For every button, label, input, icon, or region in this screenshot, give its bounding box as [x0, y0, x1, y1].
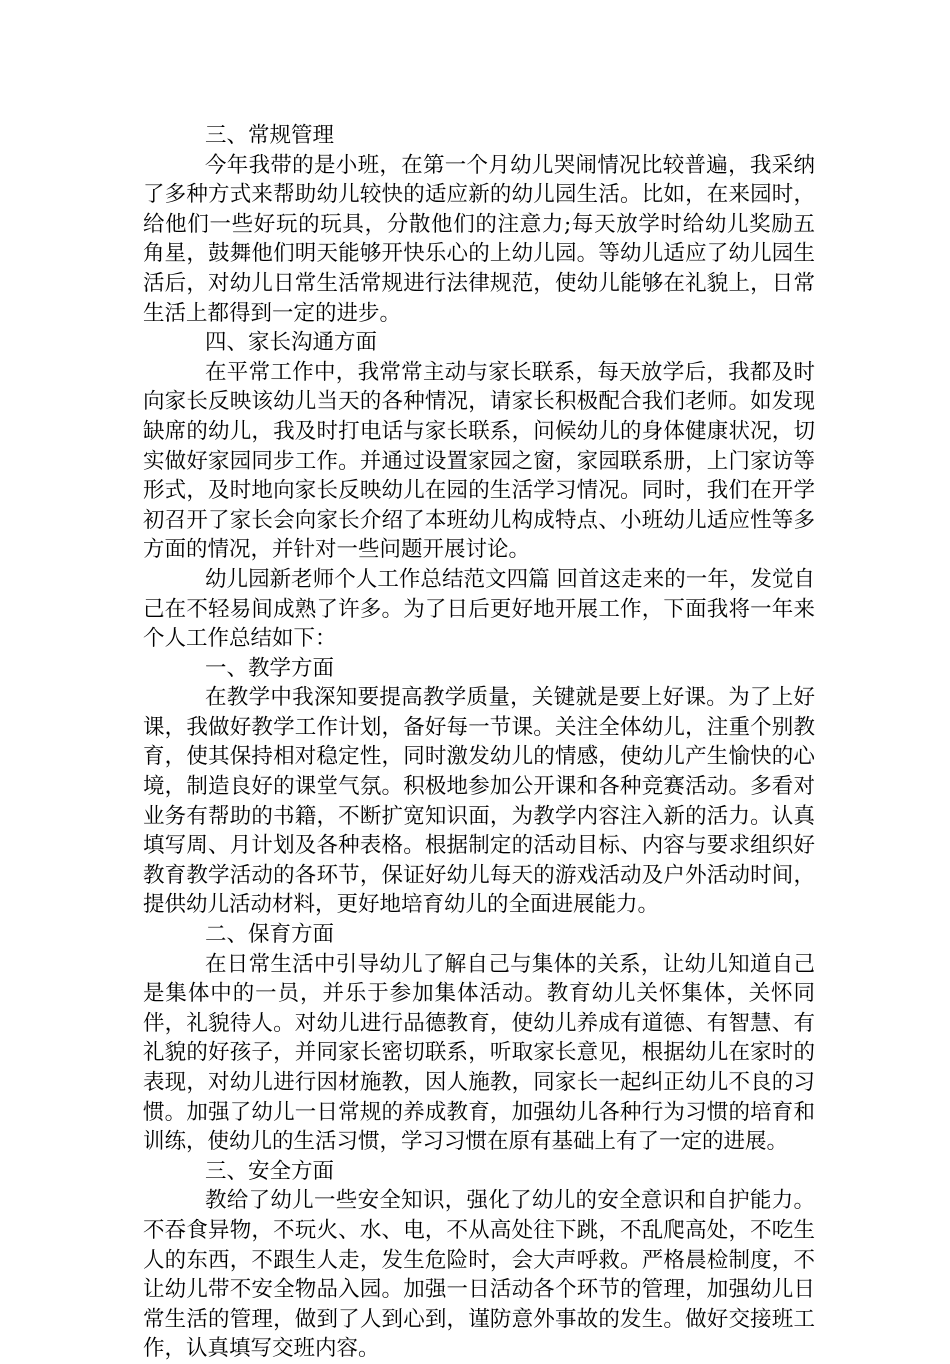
section-heading-routine-management: 三、常规管理	[205, 123, 335, 148]
section-heading-care: 二、保育方面	[205, 922, 335, 948]
section-heading-safety: 三、安全方面	[205, 1158, 335, 1184]
paragraph-teaching: 在教学中我深知要提高教学质量，关键就是要上好课。为了上好课，我做好教学工作计划，备好每一节课。关注全体幼儿，注重个别教育，使其保持相对稳定性，同时激发幼儿的情感，使幼儿产生愉快的心境，制造良好的课堂气氛。积极地参加公开课和各种竞赛活动。多看对业务有帮助的书籍，不断扩宽知识面，为教学内容注入新的活力。认真填写周、月计划及各种表格。根据制定的活动目标、内容与要求组织好教育教学活动的各环节，保证好幼儿每天的游戏活动及户外活动时间，提供幼儿活动材料，更好地培育幼儿的全面进展能力。	[143, 685, 815, 918]
document-body	[143, 121, 815, 1364]
section-heading-parent-communication: 四、家长沟通方面	[205, 330, 378, 356]
paragraph-summary-intro: 幼儿园新老师个人工作总结范文四篇 回首这走来的一年，发觉自己在不轻易间成熟了许多。为了日后更好地开展工作，下面我将一年来个人工作总结如下：	[143, 566, 815, 652]
paragraph-care: 在日常生活中引导幼儿了解自己与集体的关系，让幼儿知道自己是集体中的一员，并乐于参加集体活动。教育幼儿关怀集体，关怀同伴，礼貌待人。对幼儿进行品德教育，使幼儿养成有道德、有智慧、有礼貌的好孩子，并同家长密切联系，听取家长意见，根据幼儿在家时的表现，对幼儿进行因材施教，因人施教，同家长一起纠正幼儿不良的习惯。加强了幼儿一日常规的养成教育，加强幼儿各种行为习惯的培育和训练，使幼儿的生活习惯，学习习惯在原有基础上有了一定的进展。	[143, 951, 815, 1155]
section-heading-teaching: 一、教学方面	[205, 655, 335, 681]
paragraph-safety: 教给了幼儿一些安全知识，强化了幼儿的安全意识和自护能力。不吞食异物，不玩火、水、电，不从高处往下跳，不乱爬高处，不吃生人的东西，不跟生人走，发生危险时，会大声呼救。严格晨检制度，不让幼儿带不安全物品入园。加强一日活动各个环节的管理，加强幼儿日常生活的管理，做到了人到心到，谨防意外事故的发生。做好交接班工作，认真填写交班内容。	[143, 1188, 815, 1362]
paragraph-parent-communication: 在平常工作中，我常常主动与家长联系，每天放学后，我都及时向家长反映该幼儿当天的各种情况，请家长积极配合我们老师。如发现缺席的幼儿，我及时打电话与家长联系，问候幼儿的身体健康状况，切实做好家园同步工作。并通过设置家园之窗，家园联系册，上门家访等形式，及时地向家长反映幼儿在园的生活学习情况。同时，我们在开学初召开了家长会向家长介绍了本班幼儿构成特点、小班幼儿适应性等多方面的情况，并针对一些问题开展讨论。	[143, 359, 815, 563]
paragraph-routine-management: 今年我带的是小班，在第一个月幼儿哭闹情况比较普遍，我采纳了多种方式来帮助幼儿较快的适应新的幼儿园生活。比如，在来园时，给他们一些好玩的玩具，分散他们的注意力;每天放学时给幼儿奖励五角星，鼓舞他们明天能够开快乐心的上幼儿园。等幼儿适应了幼儿园生活后，对幼儿日常生活常规进行法律规范，使幼儿能够在礼貌上，日常生活上都得到一定的进步。	[143, 152, 815, 326]
